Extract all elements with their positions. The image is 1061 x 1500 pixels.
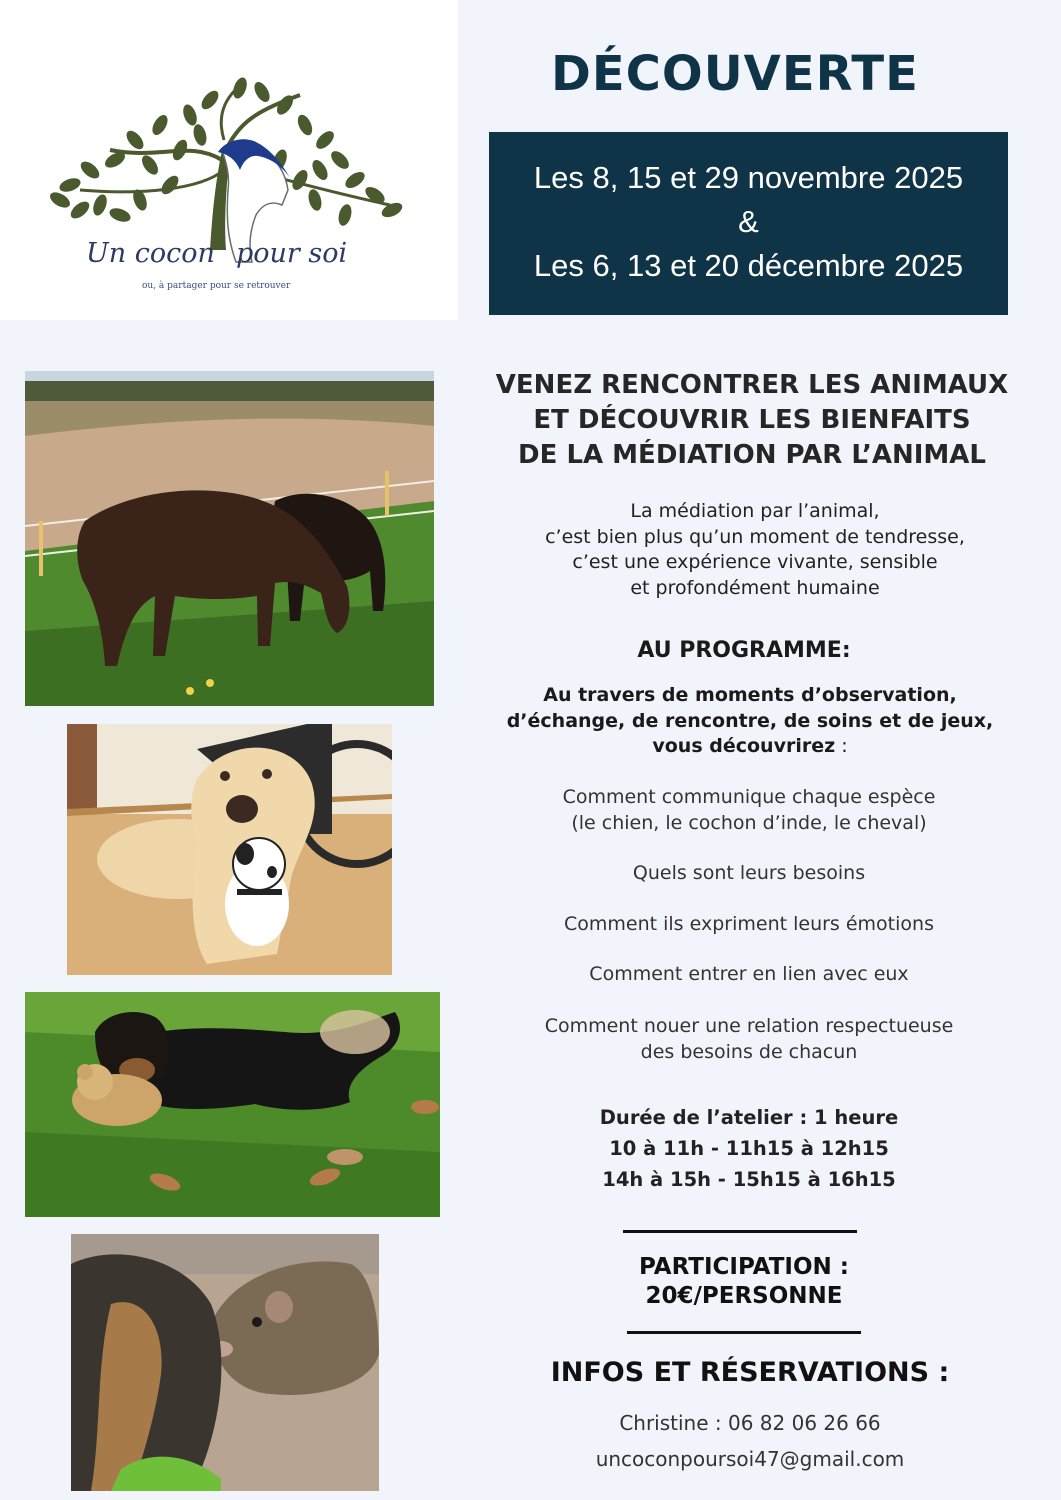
contact-email[interactable]: uncoconpoursoi47@gmail.com [595, 1447, 905, 1471]
contact-phone[interactable]: Christine : 06 82 06 26 66 [619, 1411, 881, 1435]
program-item-5-line-1: Comment nouer une relation respectueuse [544, 1015, 954, 1037]
program-intro-line-1: Au travers de moments d’observation, [543, 684, 957, 706]
guinea-pigs-photo [71, 1234, 379, 1491]
logo-name-part1: Un cocon [86, 238, 215, 269]
program-intro-line-2: d’échange, de rencontre, de soins et de jeux, [506, 709, 994, 732]
logo-tagline: ou, à partager pour se retrouver [142, 281, 291, 291]
intro-line-4: et profondément humaine [630, 576, 880, 599]
participation-block [490, 1253, 998, 1311]
program-item-connection: Comment entrer en lien avec eux [589, 963, 909, 985]
dates-line-november: Les 8, 15 et 29 novembre 2025 [533, 160, 964, 195]
headline [478, 368, 1026, 473]
headline-line-3: DE LA MÉDIATION PAR L’ANIMAL [518, 440, 986, 470]
headline-line-1: VENEZ RENCONTRER LES ANIMAUX [495, 370, 1009, 400]
program-item-needs: Quels sont leurs besoins [632, 862, 866, 884]
morning-slots: 10 à 11h - 11h15 à 12h15 [609, 1137, 889, 1160]
program-item-1-line-1: Comment communique chaque espèce [562, 786, 936, 808]
horses-photo [25, 371, 434, 706]
program-item-1-line-2: (le chien, le cochon d’inde, le cheval) [571, 811, 927, 834]
labrador-photo [67, 724, 392, 975]
program-item-5-line-2: des besoins de chacun [640, 1040, 858, 1063]
dates-ampersand: & [738, 204, 759, 239]
program-intro-line-3: vous découvrirez [652, 735, 836, 757]
tree-horse-logo [0, 0, 458, 320]
divider-bottom [627, 1331, 861, 1334]
page-title: DÉCOUVERTE [551, 46, 919, 102]
program-item-emotions: Comment ils expriment leurs émotions [564, 913, 934, 935]
workshop-schedule [490, 1102, 1008, 1195]
participation-label: PARTICIPATION : [639, 1254, 849, 1280]
afternoon-slots: 14h à 15h - 15h15 à 16h15 [602, 1168, 896, 1191]
program-item-communication [490, 785, 1008, 836]
logo-name-part2: pour soi [236, 238, 348, 269]
participation-price: 20€/PERSONNE [645, 1283, 843, 1309]
intro-paragraph [490, 499, 1020, 601]
dates-banner [489, 132, 1008, 315]
logo-wordmark [86, 238, 348, 269]
intro-line-1: La médiation par l’animal, [630, 500, 880, 522]
program-intro [480, 683, 1020, 760]
headline-line-2: ET DÉCOUVRIR LES BIENFAITS [533, 405, 971, 435]
program-title: AU PROGRAMME: [637, 638, 851, 663]
dates-line-december: Les 6, 13 et 20 décembre 2025 [533, 248, 964, 283]
intro-line-2: c’est bien plus qu’un moment de tendresse, [545, 525, 965, 548]
logo-panel [0, 0, 458, 320]
intro-line-3: c’est une expérience vivante, sensible [572, 551, 938, 573]
divider-top [623, 1230, 857, 1233]
contact-title: INFOS ET RÉSERVATIONS : [550, 1357, 950, 1388]
black-dog-photo [25, 992, 440, 1217]
workshop-duration: Durée de l’atelier : 1 heure [599, 1106, 899, 1129]
program-intro-colon: : [835, 735, 848, 757]
program-item-relationship [490, 1014, 1008, 1065]
